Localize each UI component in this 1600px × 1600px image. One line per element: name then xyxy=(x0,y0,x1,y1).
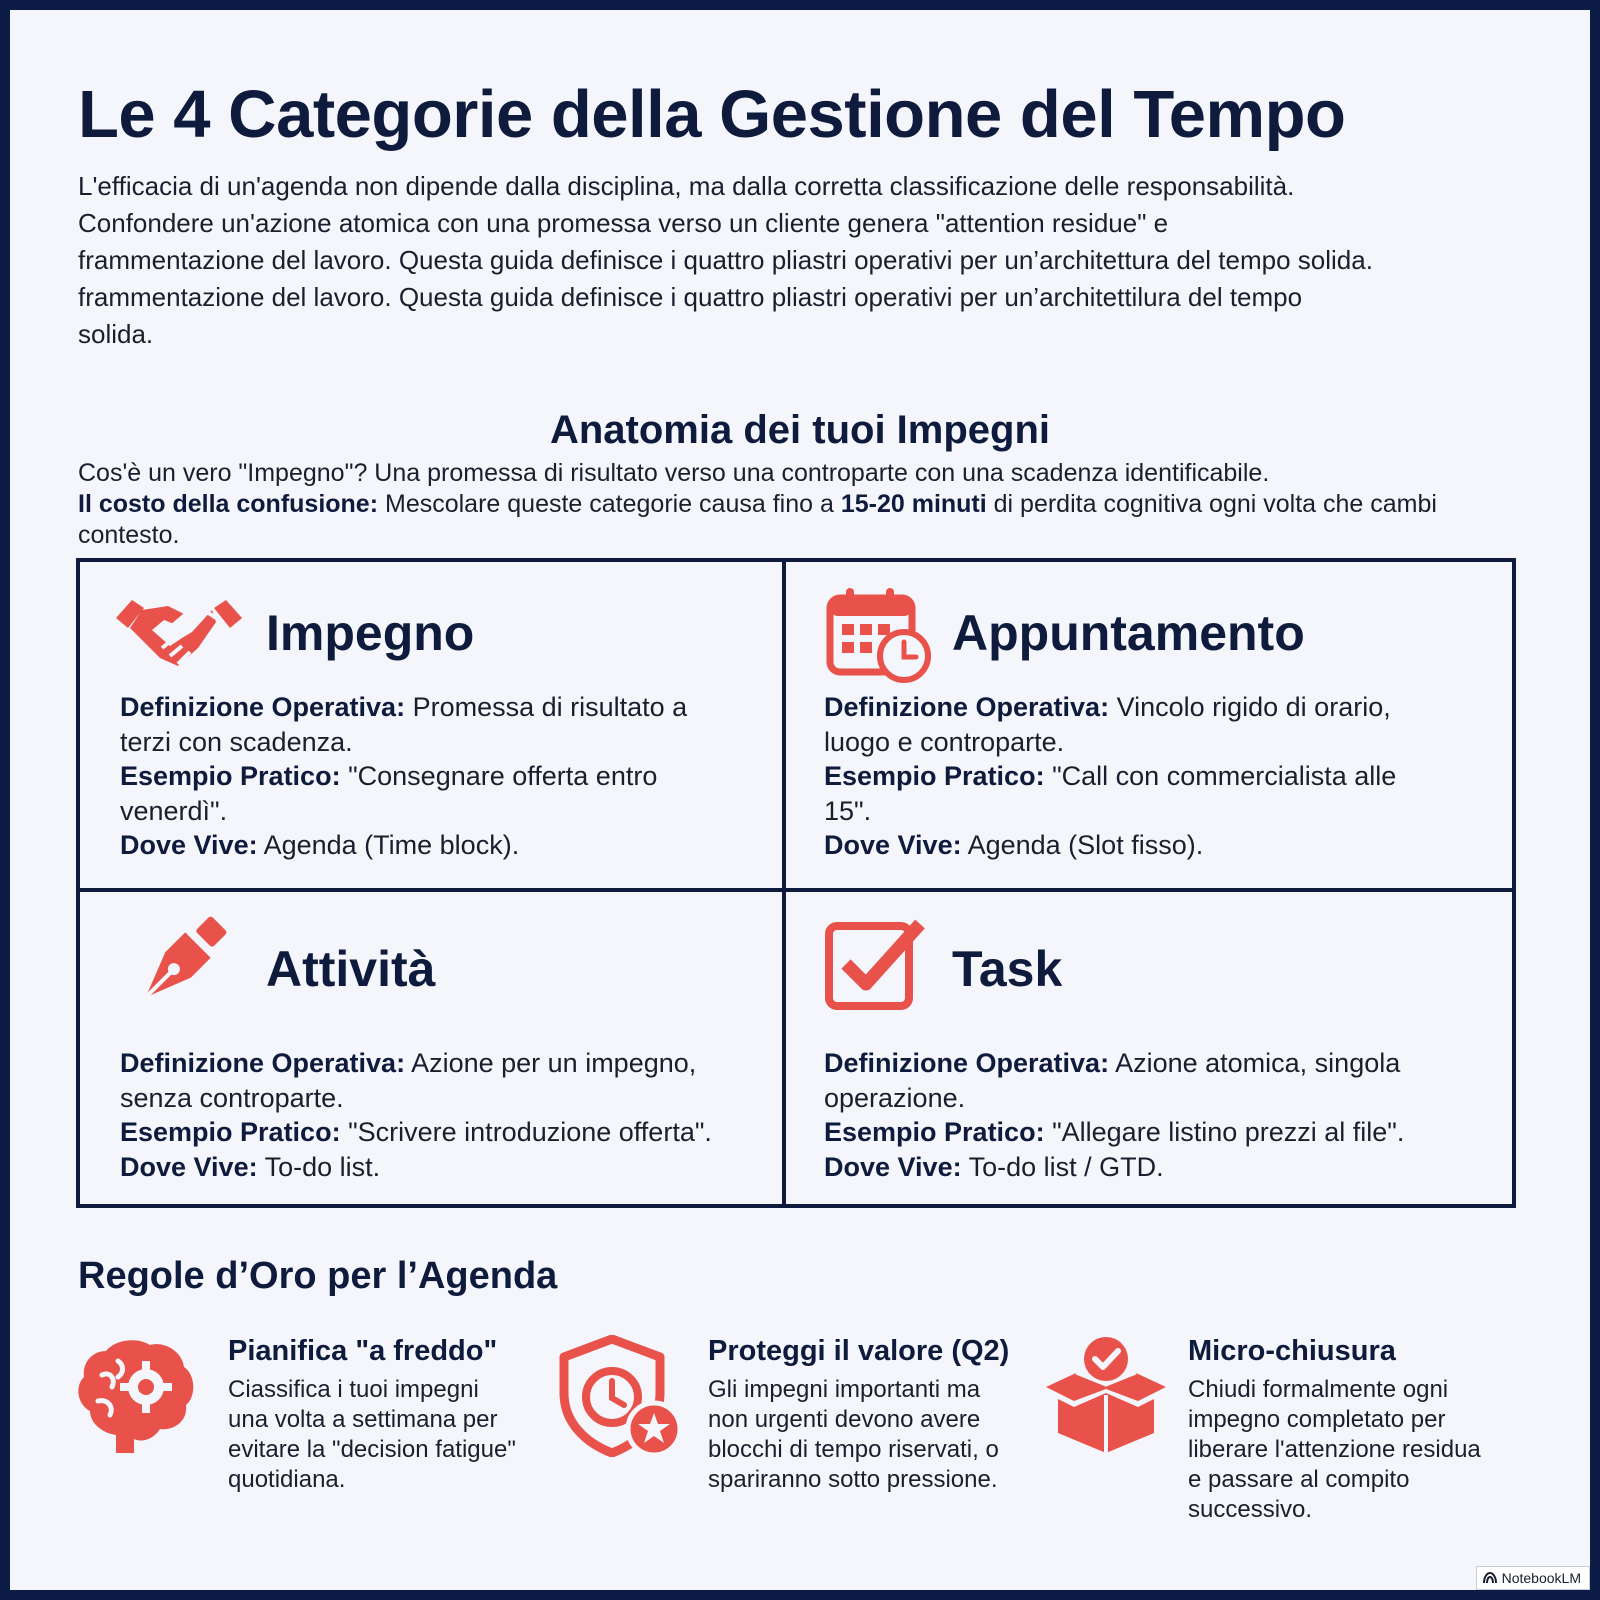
definizione-label: Definizione Operativa: xyxy=(120,692,406,722)
anatomia-intro xyxy=(78,458,1538,551)
esempio-label: Esempio Pratico: xyxy=(120,1117,341,1147)
definizione-text: Promessa di risultato a xyxy=(405,692,688,722)
category-body xyxy=(824,690,1494,863)
esempio-label: Esempio Pratico: xyxy=(120,761,341,791)
dove-label: Dove Vive: xyxy=(824,830,962,860)
rule-title: Proteggi il valore (Q2) xyxy=(708,1335,1010,1367)
section-title-anatomia: Anatomia dei tuoi Impegni xyxy=(549,408,1051,452)
rule-text-line: Gli impegni importanti ma xyxy=(708,1376,981,1403)
notebooklm-logo-icon xyxy=(1483,1572,1497,1584)
cost-highlight: 15-20 minuti xyxy=(840,490,987,518)
rule-text-line: spariranno sotto pressione. xyxy=(708,1466,998,1493)
checkbox-icon xyxy=(824,916,928,1017)
page-title: Le 4 Categorie della Gestione del Tempo xyxy=(78,77,1346,152)
category-card-task xyxy=(786,892,1516,1204)
infographic-page xyxy=(10,10,1590,1590)
section-title-regole: Regole d’Oro per l’Agenda xyxy=(78,1255,558,1297)
rule-text xyxy=(708,1375,1038,1495)
rule-text-line: impegno completato per xyxy=(1188,1406,1446,1433)
categories-grid xyxy=(76,558,1516,1208)
dove-label: Dove Vive: xyxy=(824,1151,962,1182)
category-body xyxy=(120,1046,770,1184)
dove-text: To-do list. xyxy=(257,1151,381,1182)
definizione-text: terzi con scadenza. xyxy=(120,726,353,757)
definizione-label: Definizione Operativa: xyxy=(120,1048,406,1078)
definizione-label: Definizione Operativa: xyxy=(824,1048,1110,1078)
cost-text: Mescolare queste categorie causa fino a xyxy=(378,490,841,518)
category-body xyxy=(120,690,760,863)
esempio-text: "Consegnare offerta entro xyxy=(340,761,658,791)
brand-label: NotebookLM xyxy=(1501,1570,1581,1586)
rule-text-line: successivo. xyxy=(1188,1496,1313,1523)
intro-line: frammentazione del lavoro. Questa guida definisce i quattro pliastri operativi per un’architettilura del tempo xyxy=(78,282,1303,312)
brain-gear-icon xyxy=(72,1335,198,1458)
rule-text-line: e passare al compito xyxy=(1188,1466,1410,1493)
rule-text xyxy=(1188,1375,1528,1525)
calendar-clock-icon xyxy=(826,586,936,691)
definizione-label: Definizione Operativa: xyxy=(824,692,1110,722)
box-check-icon xyxy=(1042,1335,1168,1460)
definizione-text: senza controparte. xyxy=(120,1082,344,1113)
rule-text-line: Chiudi formalmente ogni xyxy=(1188,1376,1449,1403)
esempio-text: "Scrivere introduzione offerta". xyxy=(340,1117,712,1147)
cost-text: di perdita cognitiva ogni volta che cambi contesto. xyxy=(78,490,1437,549)
rule-text-line: una volta a settimana per xyxy=(228,1406,498,1433)
dove-label: Dove Vive: xyxy=(120,830,258,860)
esempio-label: Esempio Pratico: xyxy=(824,761,1045,791)
rule-text xyxy=(228,1375,548,1495)
rule-title: Micro-chiusura xyxy=(1188,1335,1396,1367)
esempio-text: 15". xyxy=(824,795,872,826)
intro-line: solida. xyxy=(78,319,154,349)
cost-label: Il costo della confusione: xyxy=(78,490,379,518)
category-body xyxy=(824,1046,1504,1184)
rule-text-line: liberare l'attenzione residua xyxy=(1188,1436,1481,1463)
category-card-attivita xyxy=(80,892,782,1204)
intro-line: L'efficacia di un'agenda non dipende dalla disciplina, ma dalla corretta classificazione delle responsabilità. xyxy=(78,171,1295,201)
rule-text-line: evitare la "decision fatigue" xyxy=(228,1436,516,1463)
dove-text: Agenda (Time block). xyxy=(257,830,520,860)
category-title: Impegno xyxy=(266,605,475,661)
esempio-text: venerdì". xyxy=(120,795,228,826)
dove-text: Agenda (Slot fisso). xyxy=(961,830,1204,860)
anatomia-question: Cos'è un vero "Impegno"? Una promessa di risultato verso una controparte con una scadenza identificabile. xyxy=(78,459,1270,487)
rule-text-line: Ciassifica i tuoi impegni xyxy=(228,1376,479,1403)
definizione-text: Azione per un impegno, xyxy=(405,1048,697,1078)
esempio-text: "Call con commercialista alle xyxy=(1044,761,1397,791)
category-card-impegno xyxy=(80,562,782,888)
definizione-text: luogo e controparte. xyxy=(824,726,1065,757)
dove-label: Dove Vive: xyxy=(120,1151,258,1182)
rule-title: Pianifica "a freddo" xyxy=(228,1335,498,1367)
category-title: Appuntamento xyxy=(952,605,1305,661)
rule-text-line: blocchi di tempo riservati, o xyxy=(708,1436,999,1463)
anatomia-cost xyxy=(78,489,1538,551)
dove-text: To-do list / GTD. xyxy=(961,1151,1164,1182)
definizione-text: operazione. xyxy=(824,1082,966,1113)
intro-line: frammentazione del lavoro. Questa guida definisce i quattro pliastri operativi per un’architettura del tempo solida. xyxy=(78,245,1373,275)
category-title: Attività xyxy=(266,941,436,997)
definizione-text: Azione atomica, singola xyxy=(1109,1048,1401,1078)
esempio-label: Esempio Pratico: xyxy=(824,1117,1045,1147)
fountain-pen-icon xyxy=(124,914,228,1025)
category-title: Task xyxy=(952,941,1063,997)
esempio-text: "Allegare listino prezzi al file". xyxy=(1044,1117,1405,1147)
rule-text-line: quotidiana. xyxy=(228,1466,346,1493)
notebooklm-watermark xyxy=(1476,1566,1590,1590)
definizione-text: Vincolo rigido di orario, xyxy=(1109,692,1391,722)
intro-paragraph xyxy=(78,168,1538,353)
handshake-icon xyxy=(112,592,246,677)
rule-text-line: non urgenti devono avere xyxy=(708,1406,981,1433)
category-card-appuntamento xyxy=(786,562,1516,888)
intro-line: Confondere un'azione atomica con una promessa verso un cliente genera "attention residue" e xyxy=(78,208,1169,238)
shield-clock-star-icon xyxy=(558,1335,684,1462)
